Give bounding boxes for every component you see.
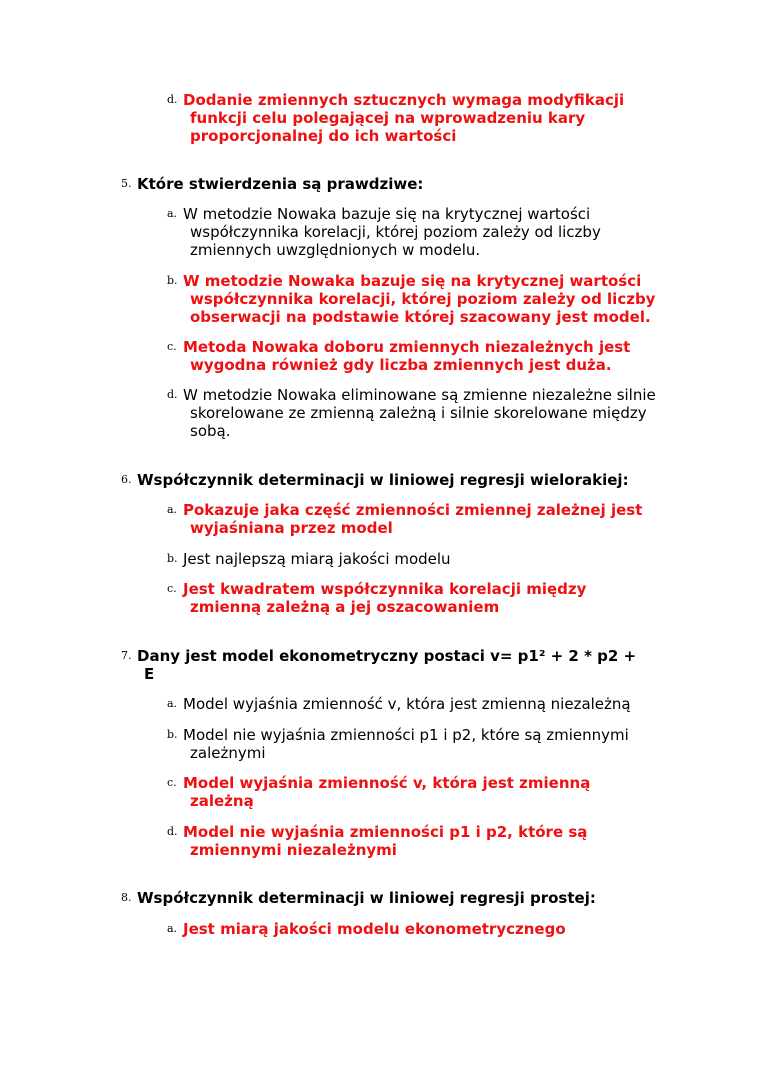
- text-line: wyjaśniana przez model: [190, 519, 393, 537]
- list-marker: a.: [167, 503, 178, 516]
- list-marker: 8.: [121, 891, 132, 904]
- answer-q7c: [167, 774, 591, 810]
- answer-q4d: [167, 91, 625, 145]
- question-q8: [121, 889, 596, 907]
- answer-q7a: [167, 695, 631, 713]
- text-line: zmiennymi niezależnymi: [190, 841, 397, 859]
- list-marker: c.: [167, 340, 177, 353]
- answer-q6c: [167, 580, 587, 616]
- text-line: Metoda Nowaka doboru zmiennych niezależnych jest: [183, 338, 631, 356]
- list-marker: c.: [167, 582, 177, 595]
- text-line: Współczynnik determinacji w liniowej regresji wielorakiej:: [137, 471, 629, 489]
- text-line: współczynnika korelacji, której poziom zależy od liczby: [190, 223, 601, 241]
- text-line: Model wyjaśnia zmienność v, która jest zmienną niezależną: [183, 695, 631, 713]
- answer-q6a: [167, 501, 643, 537]
- text-line: W metodzie Nowaka eliminowane są zmienne niezależne silnie: [183, 386, 656, 404]
- answer-q5c: [167, 338, 631, 374]
- answer-q5a: [167, 205, 601, 259]
- answer-q6b: [167, 550, 451, 568]
- text-line: obserwacji na podstawie której szacowany jest model.: [190, 308, 651, 326]
- text-line: zmienną zależną a jej oszacowaniem: [190, 598, 500, 616]
- question-q6: [121, 471, 629, 489]
- text-line: Jest miarą jakości modelu ekonometrycznego: [183, 920, 566, 938]
- list-marker: b.: [167, 728, 178, 741]
- list-marker: a.: [167, 207, 178, 220]
- text-line: sobą.: [190, 422, 231, 440]
- answer-q5d: [167, 386, 656, 440]
- text-line: Jest najlepszą miarą jakości modelu: [183, 550, 451, 568]
- list-marker: 7.: [121, 649, 132, 662]
- answer-q7d: [167, 823, 588, 859]
- text-line: zależnymi: [190, 744, 266, 762]
- answer-q5b: [167, 272, 656, 326]
- list-marker: a.: [167, 697, 178, 710]
- text-line: E: [144, 665, 155, 683]
- question-q5: [121, 175, 424, 193]
- text-line: Współczynnik determinacji w liniowej regresji prostej:: [137, 889, 596, 907]
- answer-q8a: [167, 920, 566, 938]
- list-marker: d.: [167, 388, 178, 401]
- text-line: Dodanie zmiennych sztucznych wymaga modyfikacji: [183, 91, 625, 109]
- text-line: Pokazuje jaka część zmienności zmiennej zależnej jest: [183, 501, 643, 519]
- text-line: zależną: [190, 792, 254, 810]
- list-marker: d.: [167, 825, 178, 838]
- text-line: współczynnika korelacji, której poziom zależy od liczby: [190, 290, 656, 308]
- list-marker: 6.: [121, 473, 132, 486]
- text-line: zmiennych uwzględnionych w modelu.: [190, 241, 481, 259]
- text-line: W metodzie Nowaka bazuje się na krytycznej wartości: [183, 272, 642, 290]
- answer-q7b: [167, 726, 629, 762]
- list-marker: d.: [167, 93, 178, 106]
- text-line: Model nie wyjaśnia zmienności p1 i p2, które są: [183, 823, 588, 841]
- question-q7: [121, 647, 637, 683]
- text-line: Jest kwadratem współczynnika korelacji między: [183, 580, 587, 598]
- list-marker: b.: [167, 552, 178, 565]
- list-marker: a.: [167, 922, 178, 935]
- text-line: funkcji celu polegającej na wprowadzeniu kary: [190, 109, 586, 127]
- list-marker: c.: [167, 776, 177, 789]
- text-line: proporcjonalnej do ich wartości: [190, 127, 457, 145]
- list-marker: 5.: [121, 177, 132, 190]
- text-line: Które stwierdzenia są prawdziwe:: [137, 175, 424, 193]
- text-line: wygodna również gdy liczba zmiennych jest duża.: [190, 356, 612, 374]
- list-marker: b.: [167, 274, 178, 287]
- text-line: skorelowane ze zmienną zależną i silnie skorelowane między: [190, 404, 647, 422]
- text-line: Model nie wyjaśnia zmienności p1 i p2, które są zmiennymi: [183, 726, 629, 744]
- text-line: Dany jest model ekonometryczny postaci v= p1² + 2 * p2 +: [137, 647, 637, 665]
- text-line: W metodzie Nowaka bazuje się na krytycznej wartości: [183, 205, 591, 223]
- text-line: Model wyjaśnia zmienność v, która jest zmienną: [183, 774, 591, 792]
